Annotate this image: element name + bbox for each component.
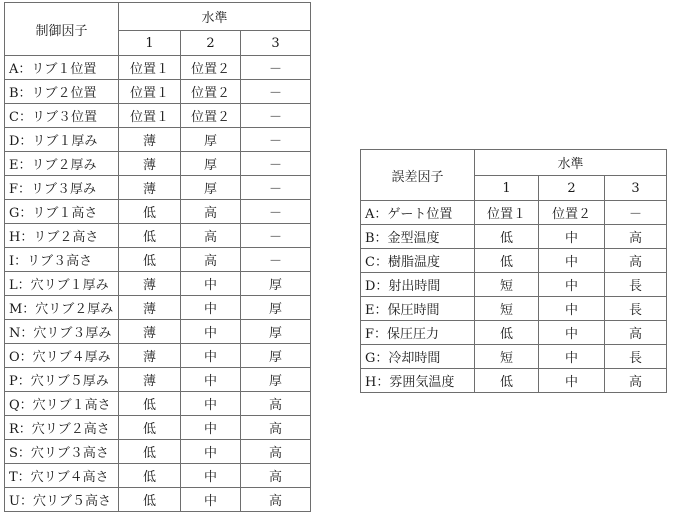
level-3-value: 高	[241, 416, 311, 440]
level-2-value: 位置２	[181, 56, 241, 80]
level-2-value: 厚	[181, 152, 241, 176]
level-1-value: 薄	[119, 368, 181, 392]
level-3-value: 高	[605, 321, 667, 345]
level-3-value: 厚	[241, 320, 311, 344]
factor-name: P：穴リブ５厚み	[5, 368, 119, 392]
level-2-value: 中	[181, 368, 241, 392]
level-1-value: 低	[475, 249, 539, 273]
factor-name: G：リブ１高さ	[5, 200, 119, 224]
level-header: 水準	[475, 150, 667, 176]
table-row	[361, 321, 667, 345]
level-3-value: 高	[241, 464, 311, 488]
level-1-value: 低	[119, 440, 181, 464]
level-1-value: 低	[119, 464, 181, 488]
factor-name: O：穴リブ４厚み	[5, 344, 119, 368]
table-row	[5, 416, 311, 440]
level-1-value: 薄	[119, 128, 181, 152]
level-number-1: 1	[119, 31, 181, 56]
level-3-value: －	[241, 56, 311, 80]
factor-name: Q：穴リブ１高さ	[5, 392, 119, 416]
level-number-1: 1	[475, 176, 539, 201]
level-3-value: 厚	[241, 296, 311, 320]
level-1-value: 位置１	[119, 80, 181, 104]
error-factor-table	[360, 149, 667, 393]
table-row	[5, 368, 311, 392]
factor-name: R：穴リブ２高さ	[5, 416, 119, 440]
table-row	[361, 249, 667, 273]
table-row	[5, 104, 311, 128]
level-1-value: 低	[119, 200, 181, 224]
factor-name: C：樹脂温度	[361, 249, 475, 273]
level-2-value: 中	[539, 225, 605, 249]
table-row	[5, 200, 311, 224]
table-row	[5, 488, 311, 512]
level-3-value: －	[241, 80, 311, 104]
table-row	[5, 320, 311, 344]
level-2-value: 中	[181, 344, 241, 368]
level-2-value: 高	[181, 200, 241, 224]
factor-name: A：ゲート位置	[361, 201, 475, 225]
level-2-value: 中	[181, 272, 241, 296]
factor-column-header: 制御因子	[5, 3, 119, 56]
level-2-value: 中	[181, 440, 241, 464]
factor-name: I：リブ３高さ	[5, 248, 119, 272]
level-2-value: 厚	[181, 176, 241, 200]
level-number-3: 3	[241, 31, 311, 56]
level-3-value: 厚	[241, 344, 311, 368]
level-2-value: 中	[539, 273, 605, 297]
table-row	[5, 344, 311, 368]
table-row	[5, 464, 311, 488]
level-3-value: －	[241, 128, 311, 152]
level-1-value: 薄	[119, 272, 181, 296]
level-2-value: 位置２	[181, 80, 241, 104]
level-header-row	[361, 150, 667, 176]
level-3-value: 厚	[241, 272, 311, 296]
factor-name: D：リブ１厚み	[5, 128, 119, 152]
level-3-value: 高	[605, 249, 667, 273]
level-3-value: 高	[605, 225, 667, 249]
factor-name: N：穴リブ３厚み	[5, 320, 119, 344]
table-row	[361, 297, 667, 321]
level-number-2: 2	[539, 176, 605, 201]
level-1-value: 低	[119, 416, 181, 440]
factor-name: H：リブ２高さ	[5, 224, 119, 248]
factor-name: E：保圧時間	[361, 297, 475, 321]
level-2-value: 中	[539, 249, 605, 273]
table-row	[5, 80, 311, 104]
level-2-value: 中	[181, 416, 241, 440]
level-3-value: －	[605, 201, 667, 225]
factor-name: G：冷却時間	[361, 345, 475, 369]
control-factor-table	[4, 2, 311, 512]
factor-column-header: 誤差因子	[361, 150, 475, 201]
level-3-value: 長	[605, 273, 667, 297]
level-2-value: 中	[181, 320, 241, 344]
table-row	[5, 56, 311, 80]
level-2-value: 中	[539, 321, 605, 345]
factor-name: B：リブ２位置	[5, 80, 119, 104]
table-row	[5, 224, 311, 248]
level-3-value: 長	[605, 297, 667, 321]
level-2-value: 中	[181, 488, 241, 512]
level-1-value: 薄	[119, 152, 181, 176]
table-row	[5, 128, 311, 152]
level-1-value: 低	[475, 321, 539, 345]
level-header-row	[5, 3, 311, 31]
table-row	[5, 392, 311, 416]
level-1-value: 低	[475, 225, 539, 249]
level-1-value: 低	[119, 224, 181, 248]
factor-name: L：穴リブ１厚み	[5, 272, 119, 296]
level-1-value: 位置１	[119, 104, 181, 128]
table-row	[361, 345, 667, 369]
level-2-value: 中	[181, 464, 241, 488]
table-row	[5, 440, 311, 464]
level-number-2: 2	[181, 31, 241, 56]
level-1-value: 短	[475, 345, 539, 369]
level-3-value: 高	[241, 440, 311, 464]
table-row	[5, 152, 311, 176]
level-1-value: 短	[475, 297, 539, 321]
level-1-value: 低	[119, 488, 181, 512]
factor-name: T：穴リブ４高さ	[5, 464, 119, 488]
level-3-value: 長	[605, 345, 667, 369]
factor-name: A：リブ１位置	[5, 56, 119, 80]
level-1-value: 短	[475, 273, 539, 297]
table-row	[361, 225, 667, 249]
level-3-value: －	[241, 152, 311, 176]
level-1-value: 位置１	[119, 56, 181, 80]
factor-name: S：穴リブ３高さ	[5, 440, 119, 464]
level-2-value: 中	[539, 345, 605, 369]
level-3-value: －	[241, 176, 311, 200]
factor-name: B：金型温度	[361, 225, 475, 249]
level-header: 水準	[119, 3, 311, 31]
level-1-value: 位置１	[475, 201, 539, 225]
level-2-value: 高	[181, 248, 241, 272]
table-row	[361, 273, 667, 297]
level-2-value: 位置２	[539, 201, 605, 225]
table-row	[5, 176, 311, 200]
level-3-value: －	[241, 200, 311, 224]
level-2-value: 中	[539, 369, 605, 393]
level-3-value: －	[241, 248, 311, 272]
factor-name: D：射出時間	[361, 273, 475, 297]
factor-name: H：雰囲気温度	[361, 369, 475, 393]
table-row	[361, 201, 667, 225]
table-row	[5, 248, 311, 272]
level-3-value: 高	[241, 488, 311, 512]
table-row	[361, 369, 667, 393]
table-row	[5, 296, 311, 320]
level-3-value: 高	[605, 369, 667, 393]
factor-name: F：保圧圧力	[361, 321, 475, 345]
level-2-value: 中	[181, 392, 241, 416]
factor-name: F：リブ３厚み	[5, 176, 119, 200]
level-1-value: 薄	[119, 176, 181, 200]
factor-name: M：穴リブ２厚み	[5, 296, 119, 320]
level-1-value: 低	[475, 369, 539, 393]
level-number-3: 3	[605, 176, 667, 201]
level-2-value: 厚	[181, 128, 241, 152]
level-1-value: 低	[119, 392, 181, 416]
level-2-value: 中	[181, 296, 241, 320]
level-3-value: 厚	[241, 368, 311, 392]
level-1-value: 薄	[119, 296, 181, 320]
level-2-value: 中	[539, 297, 605, 321]
factor-name: E：リブ２厚み	[5, 152, 119, 176]
level-3-value: －	[241, 104, 311, 128]
level-1-value: 薄	[119, 344, 181, 368]
factor-name: U：穴リブ５高さ	[5, 488, 119, 512]
level-1-value: 低	[119, 248, 181, 272]
level-3-value: －	[241, 224, 311, 248]
level-3-value: 高	[241, 392, 311, 416]
level-1-value: 薄	[119, 320, 181, 344]
level-2-value: 位置２	[181, 104, 241, 128]
table-row	[5, 272, 311, 296]
level-2-value: 高	[181, 224, 241, 248]
factor-name: C：リブ３位置	[5, 104, 119, 128]
